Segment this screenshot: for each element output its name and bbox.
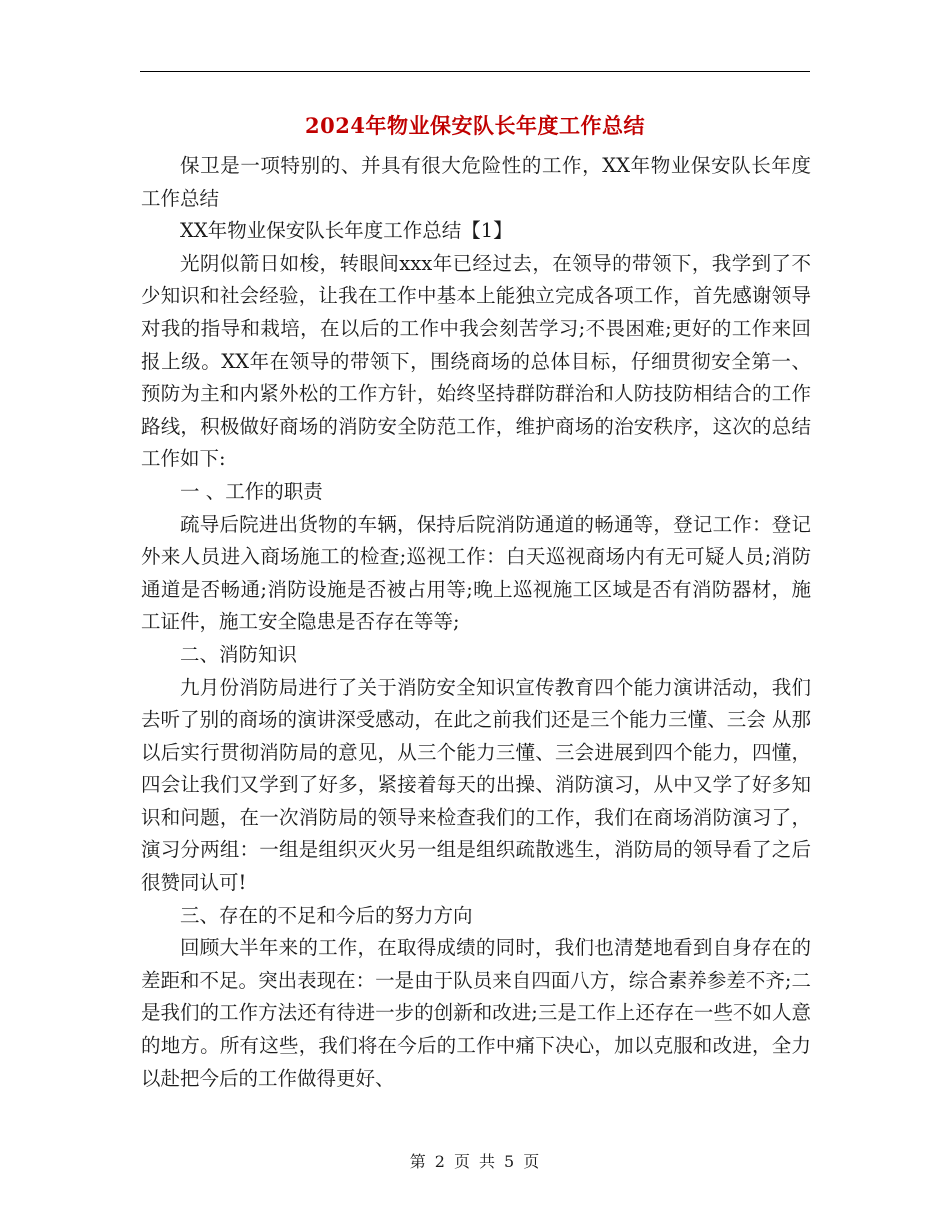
section-heading-shortcomings: 三、存在的不足和今后的努力方向 (180, 903, 473, 927)
paragraph-subtitle: XX年物业保安队长年度工作总结【1】 (180, 219, 513, 243)
paragraph-fire-knowledge: 九月份消防局进行了关于消防安全知识宣传教育四个能力演讲活动，我们去听了别的商场的演讲深受感动，在此之前我们还是三个能力三懂、三会 从那以后实行贯彻消防局的意见，从三个能力三懂、三会进展到四个能力，四懂，四会让我们又学到了好多，紧接着每天的出操、消防演习，从中又学了好多知识和问题，在一次消防局的领导来检查我们的工作，我们在商场消防演习了，演习分两组：一组是组织灭火另一组是组织疏散逃生，消防局的领导看了之后很赞同认可! (141, 675, 811, 895)
footer-page-prefix: 第 (409, 1152, 427, 1171)
page-footer (0, 1150, 950, 1174)
footer-page-mid: 页 (453, 1152, 471, 1171)
paragraph-intro: 保卫是一项特别的、并具有很大危险性的工作，XX年物业保安队长年度工作总结 (141, 154, 811, 210)
footer-total-label: 共 (479, 1152, 497, 1171)
section-heading-duties: 一 、工作的职责 (180, 479, 323, 503)
document-title: 2024年物业保安队长年度工作总结 (305, 113, 645, 138)
footer-page-suffix: 页 (523, 1152, 541, 1171)
header-rule (140, 71, 810, 72)
footer-total-pages: 5 (504, 1152, 516, 1171)
paragraph-shortcomings: 回顾大半年来的工作，在取得成绩的同时，我们也清楚地看到自身存在的差距和不足。突出表现在：一是由于队员来自四面八方，综合素养参差不齐;二是我们的工作方法还有待进一步的创新和改进;三是工作上还存在一些不如人意的地方。所有这些，我们将在今后的工作中痛下决心，加以克服和改进，全力以赴把今后的工作做得更好、 (141, 936, 811, 1090)
document-body (141, 150, 811, 1095)
paragraph-overview: 光阴似箭日如梭，转眼间xxx年已经过去，在领导的带领下，我学到了不少知识和社会经验，让我在工作中基本上能独立完成各项工作，首先感谢领导对我的指导和栽培，在以后的工作中我会刻苦学习;不畏困难;更好的工作来回报上级。XX年在领导的带领下，围绕商场的总体目标，仔细贯彻安全第一、预防为主和内紧外松的工作方针，始终坚持群防群治和人防技防相结合的工作路线，积极做好商场的消防安全防范工作，维护商场的治安秩序，这次的总结工作如下: (141, 251, 811, 471)
paragraph-duties: 疏导后院进出货物的车辆，保持后院消防通道的畅通等，登记工作：登记外来人员进入商场施工的检查;巡视工作：白天巡视商场内有无可疑人员;消防通道是否畅通;消防设施是否被占用等;晚上巡视施工区域是否有消防器材，施工证件，施工安全隐患是否存在等等; (141, 512, 811, 634)
footer-current-page: 2 (434, 1152, 446, 1171)
section-heading-fire-knowledge: 二、消防知识 (180, 642, 298, 666)
